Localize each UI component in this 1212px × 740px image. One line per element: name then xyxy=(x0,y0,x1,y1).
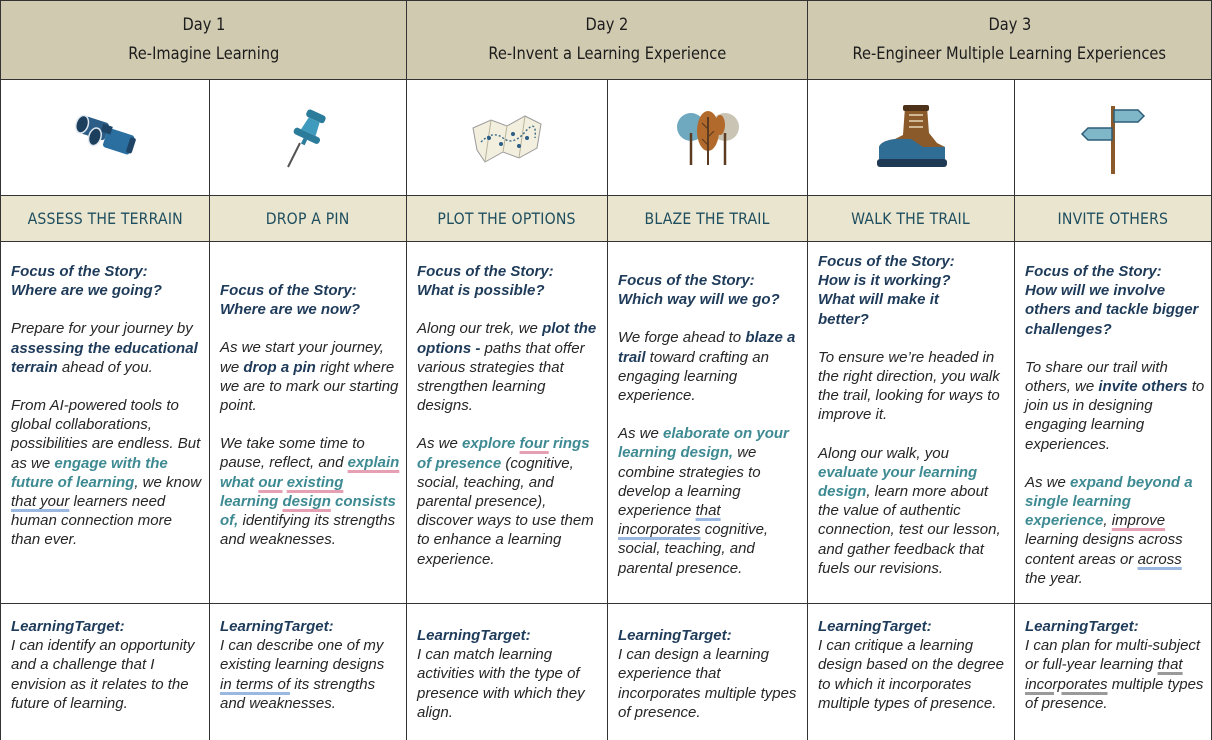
focus-of-story xyxy=(417,262,601,300)
learning-target xyxy=(1025,617,1205,713)
story-drop-a-pin xyxy=(210,242,407,604)
highlight: expand beyond a single learning experience xyxy=(1025,473,1193,530)
focus-label: Focus of the Story: xyxy=(818,253,955,270)
focus-question: How is it working? What will make it better? xyxy=(818,272,951,328)
story-paragraph xyxy=(1025,473,1205,588)
binoculars-icon xyxy=(65,113,145,163)
story-invite-others xyxy=(1015,242,1212,604)
learning-target-label: LearningTarget: xyxy=(11,618,125,635)
story-paragraph xyxy=(11,396,203,550)
text: toward crafting an engaging learning experience. xyxy=(618,348,769,405)
learning-target xyxy=(11,617,203,713)
push-pin-icon-cell xyxy=(210,80,407,196)
stage-label: WALK THE TRAIL xyxy=(851,209,971,228)
day-1-subtitle: Re-Imagine Learning xyxy=(127,44,280,64)
text: paths that offer various strategies that strengthen learning designs. xyxy=(417,339,585,415)
highlight: elaborate on your learning design, xyxy=(618,425,789,462)
learning-target-text: its strengths and weaknesses. xyxy=(220,675,376,712)
text: Prepare for your journey by xyxy=(11,320,193,338)
text: ahead of you. xyxy=(57,358,153,376)
learning-target-text: I can identify an opportunity and a challenge that I envision as it relates to the future of learning. xyxy=(11,637,195,712)
story-plot-the-options xyxy=(407,242,608,604)
learning-target-text: multiple types of presence. xyxy=(1025,675,1204,712)
story-paragraph xyxy=(818,444,1008,578)
stage-blaze-the-trail xyxy=(608,196,808,242)
underlined-text: improve xyxy=(1111,512,1166,530)
story-paragraph xyxy=(417,434,601,568)
trees-icon xyxy=(673,103,743,173)
stage-invite-others xyxy=(1015,196,1212,242)
text: Along our trek, we xyxy=(417,320,543,338)
underlined-text: incorporates xyxy=(618,521,701,539)
text: We take some time to pause, reflect, and xyxy=(220,435,365,472)
story-paragraph xyxy=(618,424,801,578)
stage-plot-the-options xyxy=(407,196,608,242)
push-pin-icon xyxy=(278,103,338,173)
text: To share our trail with others, we xyxy=(1025,358,1168,396)
binoculars-icon-cell xyxy=(0,80,210,196)
story-paragraph xyxy=(818,348,1008,425)
text: learners need human connection more than ever. xyxy=(11,493,172,549)
text: As we start your journey, we xyxy=(220,339,384,376)
learning-target-blaze-the-trail xyxy=(608,604,808,740)
underlined-text: in terms of xyxy=(220,675,291,693)
highlight: explain xyxy=(347,454,400,472)
story-paragraph xyxy=(1025,358,1205,454)
stage-label: ASSESS THE TERRAIN xyxy=(27,209,183,228)
text: From AI-powered tools to global collaborations, possibilities are endless. But as we xyxy=(11,397,201,472)
text: As we xyxy=(618,425,664,443)
day-3-subtitle: Re-Engineer Multiple Learning Experiences xyxy=(852,44,1167,64)
highlight: evaluate your learning design xyxy=(818,463,978,501)
text: learning designs across content areas or xyxy=(1025,531,1183,568)
day-2-header xyxy=(407,0,808,80)
stage-label: DROP A PIN xyxy=(266,209,350,228)
trail-map-icon-cell xyxy=(407,80,608,196)
story-paragraph xyxy=(618,328,801,405)
focus-question: How will we involve others and tackle bigger challenges? xyxy=(1025,282,1199,338)
text: to join us in designing engaging learning experiences. xyxy=(1025,378,1205,453)
day-3-header xyxy=(808,0,1212,80)
highlight: blaze a trail xyxy=(618,329,796,366)
highlight: our xyxy=(258,473,283,491)
focus-of-story xyxy=(11,262,203,300)
story-paragraph xyxy=(417,319,601,415)
highlight: drop a pin xyxy=(243,358,316,376)
underlined-text: that xyxy=(1157,656,1183,674)
learning-target-label: LearningTarget: xyxy=(1025,618,1139,635)
story-paragraph xyxy=(220,434,400,549)
signpost-icon xyxy=(1078,100,1148,176)
focus-label: Focus of the Story: xyxy=(11,263,148,280)
text: , we know xyxy=(134,473,202,491)
highlight: explore xyxy=(462,435,520,453)
stage-label: INVITE OTHERS xyxy=(1057,209,1169,228)
highlight: assessing the educational terrain xyxy=(11,339,198,376)
focus-label: Focus of the Story: xyxy=(220,282,357,299)
text: We forge ahead to xyxy=(618,329,746,347)
learning-target-text: I can match learning activities with the type of presence with which they align. xyxy=(417,646,585,721)
learning-target-label: LearningTarget: xyxy=(818,618,932,635)
text: cognitive, social, teaching, and parental presence. xyxy=(618,521,769,577)
highlight: engage with the future of learning xyxy=(11,454,168,491)
learning-target-text: I can critique a learning design based on the degree to which it incorporates multiple types of presence. xyxy=(818,637,1004,712)
text: (cognitive, social, teaching, and parental presence), discover ways to use them to enhance a learning experience. xyxy=(417,454,594,568)
stage-walk-the-trail xyxy=(808,196,1015,242)
stage-drop-a-pin xyxy=(210,196,407,242)
text: , xyxy=(1103,512,1112,530)
story-paragraph xyxy=(11,319,203,377)
highlight: learning xyxy=(220,492,283,510)
underlined-text: that your xyxy=(11,493,70,511)
learning-target-invite-others xyxy=(1015,604,1212,740)
focus-of-story xyxy=(220,281,400,319)
learning-target-walk-the-trail xyxy=(808,604,1015,740)
learning-target-label: LearningTarget: xyxy=(417,627,531,644)
learning-target-label: LearningTarget: xyxy=(220,618,334,635)
hiking-boot-icon-cell xyxy=(808,80,1015,196)
learning-target xyxy=(818,617,1008,713)
text: Along our walk, you xyxy=(818,444,949,462)
story-paragraph xyxy=(220,338,400,415)
stage-label: BLAZE THE TRAIL xyxy=(644,209,771,228)
highlight: design xyxy=(282,492,331,510)
learning-target-text: I can plan for multi-subject or full-year learning xyxy=(1025,637,1201,674)
text: right where we are to mark our starting point. xyxy=(220,358,399,415)
underlined-text: across xyxy=(1137,550,1182,568)
learning-target-text: I can describe one of my existing learning designs xyxy=(220,637,385,674)
text: we combine strategies to develop a learning experience xyxy=(618,444,761,520)
stage-assess-the-terrain xyxy=(0,196,210,242)
story-blaze-the-trail xyxy=(608,242,808,604)
text: To ensure we’re headed in the right direction, you walk the trail, looking for ways to improve it. xyxy=(818,348,1000,424)
highlight: plot the options - xyxy=(417,320,597,357)
focus-of-story xyxy=(1025,262,1205,339)
trees-icon-cell xyxy=(608,80,808,196)
story-walk-the-trail xyxy=(808,242,1015,604)
focus-question: Where are we now? xyxy=(220,301,361,319)
highlight: invite others xyxy=(1098,378,1188,396)
signpost-icon-cell xyxy=(1015,80,1212,196)
focus-question: Where are we going? xyxy=(11,282,162,300)
underlined-text: that xyxy=(695,502,721,520)
highlight: consists of, xyxy=(220,492,396,530)
focus-label: Focus of the Story: xyxy=(618,272,755,289)
highlight: rings of presence xyxy=(417,435,590,472)
focus-question: What is possible? xyxy=(417,282,545,300)
text: the year. xyxy=(1025,569,1083,587)
day-1-header xyxy=(0,0,407,80)
story-assess-the-terrain xyxy=(0,242,210,604)
learning-target-assess-the-terrain xyxy=(0,604,210,740)
focus-label: Focus of the Story: xyxy=(1025,263,1162,280)
focus-of-story xyxy=(618,271,801,309)
text: , learn more about the value of authentic connection, test our lesson, and gather feedback that fuels our revisions. xyxy=(818,483,1001,577)
learning-target-plot-the-options xyxy=(407,604,608,740)
underlined-text: incorporates xyxy=(1025,675,1108,693)
learning-target-label: LearningTarget: xyxy=(618,627,732,644)
highlight: what xyxy=(220,473,259,491)
text: As we xyxy=(417,435,463,453)
text: identifying its strengths and weaknesses. xyxy=(220,512,396,549)
learning-target-drop-a-pin xyxy=(210,604,407,740)
highlight: four xyxy=(519,435,549,453)
focus-label: Focus of the Story: xyxy=(417,263,554,280)
day-2-title: Day 2 xyxy=(585,15,629,35)
trail-map-icon xyxy=(467,108,547,168)
day-1-title: Day 1 xyxy=(182,15,225,35)
learning-target xyxy=(417,626,601,722)
learning-target-text: I can design a learning experience that incorporates multiple types of presence. xyxy=(618,646,797,721)
text: As we xyxy=(1025,473,1071,491)
highlight: existing xyxy=(286,473,344,491)
focus-question: Which way will we go? xyxy=(618,291,780,309)
learning-target xyxy=(618,626,801,722)
focus-of-story xyxy=(818,252,1008,329)
stage-label: PLOT THE OPTIONS xyxy=(437,209,577,228)
day-2-subtitle: Re-Invent a Learning Experience xyxy=(488,44,726,64)
hiking-boot-icon xyxy=(871,103,951,173)
learning-target xyxy=(220,617,400,713)
day-3-title: Day 3 xyxy=(988,15,1031,35)
